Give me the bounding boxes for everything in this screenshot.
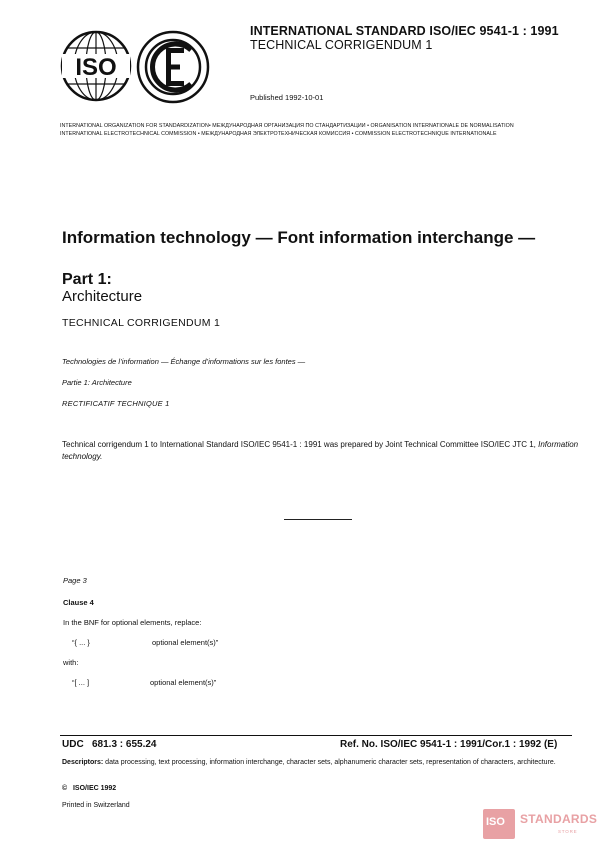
corrigendum-label: TECHNICAL CORRIGENDUM 1 — [62, 317, 221, 329]
descriptors-text: data processing, text processing, information interchange, character sets, alphanumeric character sets, representation of characters, architecture. — [103, 759, 556, 766]
french-title: Technologies de l’information — Échange d’informations sur les fontes — — [62, 357, 306, 366]
organization-line-iso: INTERNATIONAL ORGANIZATION FOR STANDARDIZATION• МЕЖДУНАРОДНАЯ ОРГАНИЗАЦИЯ ПО СТАНДАРТИЗАЦИИ • ORGANISATION INTERNATIONALE DE NORMALISATION — [60, 123, 514, 129]
organization-line-iec: INTERNATIONAL ELECTROTECHNICAL COMMISSION • МЕЖДУНАРОДНАЯ ЭЛЕКТРОТЕХНИЧЕСКАЯ КОМИССИЯ • COMMISSION ELECTROTECHNIQUE INTERNATIONALE — [60, 131, 497, 137]
watermark-store-text: STORE — [558, 829, 578, 834]
new-bnf-description: optional element(s)” — [150, 678, 217, 687]
document-header-title: INTERNATIONAL STANDARD ISO/IEC 9541-1 : 1991 — [250, 24, 559, 38]
main-title: Information technology — Font information interchange — — [62, 228, 536, 247]
descriptors — [62, 758, 574, 769]
iso-logo-text: ISO — [75, 54, 117, 81]
instruction-text: In the BNF for optional elements, replace: — [63, 618, 202, 627]
descriptors-label: Descriptors: — [62, 759, 104, 766]
footer-rule — [60, 735, 572, 736]
old-bnf-symbol: “{ ... } — [72, 638, 90, 647]
watermark-badge-text: ISO — [486, 816, 505, 828]
iso-logo — [60, 30, 132, 102]
french-corrigendum: RECTIFICATIF TECHNIQUE 1 — [62, 399, 170, 408]
iec-logo — [136, 30, 210, 104]
clause-heading: Clause 4 — [63, 598, 94, 607]
old-bnf-description: optional element(s)” — [152, 638, 219, 647]
new-bnf-symbol: “[ ... ] — [72, 678, 90, 687]
printed-location: Printed in Switzerland — [62, 802, 130, 809]
intro-paragraph — [62, 439, 582, 463]
part-name: Architecture — [62, 288, 143, 305]
document-header-subtitle: TECHNICAL CORRIGENDUM 1 — [250, 38, 433, 52]
french-part: Partie 1: Architecture — [62, 378, 132, 387]
part-number: Part 1: — [62, 271, 112, 288]
with-label: with: — [63, 658, 79, 667]
intro-text: Technical corrigendum 1 to International Standard ISO/IEC 9541-1 : 1991 was prepared by Joint Technical Committee ISO/IEC JTC 1, — [62, 440, 539, 449]
section-divider — [284, 519, 352, 520]
watermark-text: STANDARDS — [520, 812, 598, 826]
page-reference: Page 3 — [63, 576, 87, 585]
publication-date: Published 1992-10-01 — [250, 93, 324, 102]
udc-number: UDC 681.3 : 655.24 — [62, 739, 157, 750]
reference-number: Ref. No. ISO/IEC 9541-1 : 1991/Cor.1 : 1992 (E) — [340, 739, 558, 750]
committee-title: Information technology. — [62, 440, 579, 461]
copyright: © ISO/IEC 1992 — [62, 785, 117, 792]
